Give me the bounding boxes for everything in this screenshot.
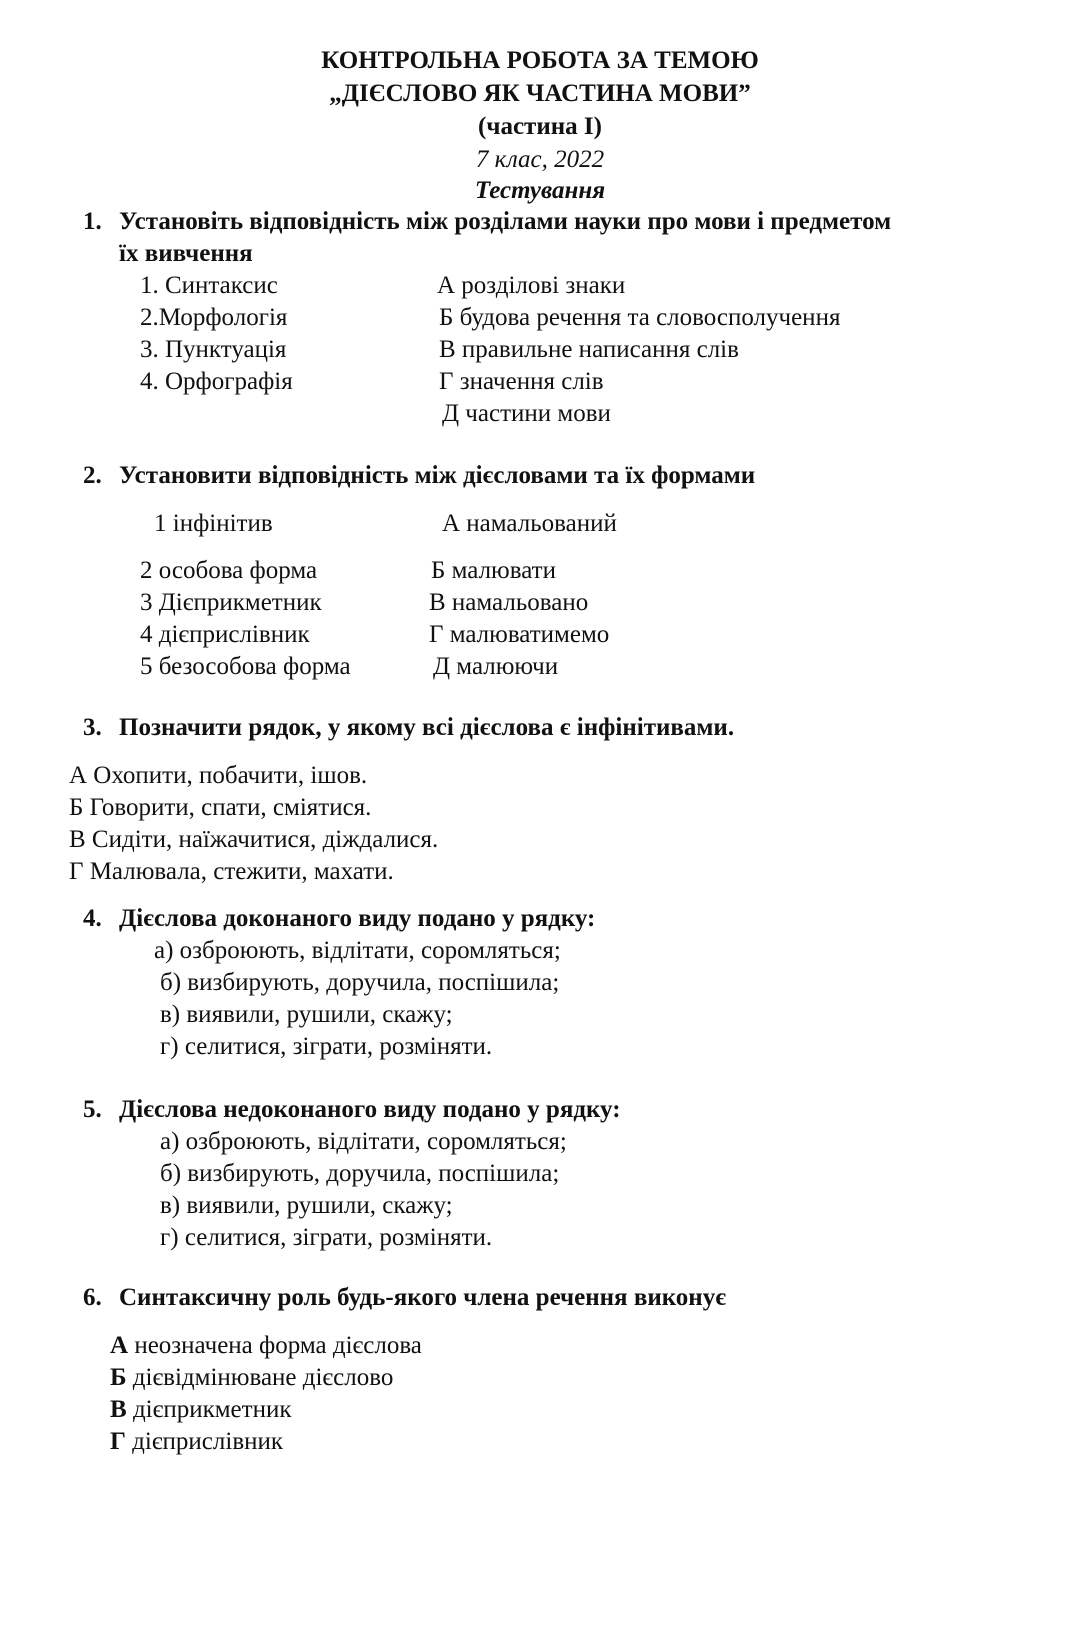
q3-option: Б Говорити, спати, сміятися. xyxy=(69,794,372,821)
q4-option: в) виявили, рушили, скажу; xyxy=(160,1001,453,1028)
grade-year: 7 клас, 2022 xyxy=(475,146,605,173)
q6-option xyxy=(110,1394,291,1426)
q2-right-item: Б малювати xyxy=(431,557,556,584)
part-label: (частина І) xyxy=(478,113,602,140)
q3-option: В Сидіти, наїжачитися, діждалися. xyxy=(69,826,439,853)
q5-option: г) селитися, зіграти, розміняти. xyxy=(160,1224,493,1251)
q1-right-item: В правильне написання слів xyxy=(439,336,739,363)
q2-text: Установити відповідність між дієсловами та їх формами xyxy=(119,462,756,489)
q1-number: 1. xyxy=(83,208,102,235)
q6-option-text: дієприкметник xyxy=(126,1396,292,1423)
q6-option xyxy=(110,1362,393,1394)
q1-heading xyxy=(83,206,891,238)
q4-option: а) озброюють, відлітати, соромляться; xyxy=(154,937,561,964)
q6-option xyxy=(110,1330,422,1362)
q1-text-line1: Установіть відповідність між розділами науки про мови і предметом xyxy=(119,208,892,235)
q1-right-item: Г значення слів xyxy=(439,368,604,395)
q4-number: 4. xyxy=(83,905,102,932)
q6-option-text: неозначена форма дієслова xyxy=(128,1332,422,1359)
q2-left-item: 4 дієприслівник xyxy=(140,621,310,648)
title-line-2: „ДІЄСЛОВО ЯК ЧАСТИНА МОВИ” xyxy=(329,80,751,107)
q1-left-item: 1. Синтаксис xyxy=(140,272,278,299)
title-line-1: КОНТРОЛЬНА РОБОТА ЗА ТЕМОЮ xyxy=(321,47,759,74)
q6-number: 6. xyxy=(83,1284,102,1311)
q1-left-item: 2.Морфологія xyxy=(140,304,288,331)
q6-option-text: дієприслівник xyxy=(125,1428,284,1455)
q3-heading xyxy=(83,712,734,744)
q1-text-line2: їх вивчення xyxy=(119,240,253,267)
q2-left-item: 3 Дієприкметник xyxy=(140,589,322,616)
q5-option: в) виявили, рушили, скажу; xyxy=(160,1192,453,1219)
q3-text: Позначити рядок, у якому всі дієслова є інфінітивами. xyxy=(119,714,735,741)
q5-text: Дієслова недоконаного виду подано у рядку: xyxy=(119,1096,621,1123)
q2-left-item: 5 безособова форма xyxy=(140,653,351,680)
q5-option: б) визбирують, доручила, поспішила; xyxy=(160,1160,560,1187)
section-title: Тестування xyxy=(474,177,606,204)
q2-right-item: Г малюватимемо xyxy=(429,621,610,648)
q4-option: б) визбирують, доручила, поспішила; xyxy=(160,969,560,996)
q6-option-letter: Б xyxy=(110,1364,127,1391)
q4-text: Дієслова доконаного виду подано у рядку: xyxy=(119,905,596,932)
q6-heading xyxy=(83,1282,726,1314)
q3-option: Г Малювала, стежити, махати. xyxy=(69,858,394,885)
q2-right-item: В намальовано xyxy=(429,589,589,616)
q2-heading xyxy=(83,460,755,492)
q6-option xyxy=(110,1426,283,1458)
q2-left-item: 2 особова форма xyxy=(140,557,318,584)
q1-left-item: 4. Орфографія xyxy=(140,368,293,395)
q1-left-item: 3. Пунктуація xyxy=(140,336,287,363)
q1-right-item: Д частини мови xyxy=(442,400,611,427)
q3-option: А Охопити, побачити, ішов. xyxy=(69,762,368,789)
q2-left-item: 1 інфінітив xyxy=(154,510,273,537)
q2-right-item: Д малюючи xyxy=(433,653,559,680)
q4-heading xyxy=(83,903,595,935)
q6-option-text: дієвідмінюване дієслово xyxy=(126,1364,394,1391)
q2-number: 2. xyxy=(83,462,102,489)
q5-option: а) озброюють, відлітати, соромляться; xyxy=(160,1128,567,1155)
q4-option: г) селитися, зіграти, розміняти. xyxy=(160,1033,493,1060)
q5-heading xyxy=(83,1094,621,1126)
q1-right-item: Б будова речення та словосполучення xyxy=(439,304,841,331)
q6-option-letter: Г xyxy=(110,1428,126,1455)
q6-option-letter: В xyxy=(110,1396,127,1423)
q6-option-letter: А xyxy=(110,1332,129,1359)
q3-number: 3. xyxy=(83,714,102,741)
q5-number: 5. xyxy=(83,1096,102,1123)
q2-right-item: А намальований xyxy=(442,510,617,537)
q1-right-item: А розділові знаки xyxy=(437,272,626,299)
q6-text: Синтаксичну роль будь-якого члена речення виконує xyxy=(119,1284,727,1311)
